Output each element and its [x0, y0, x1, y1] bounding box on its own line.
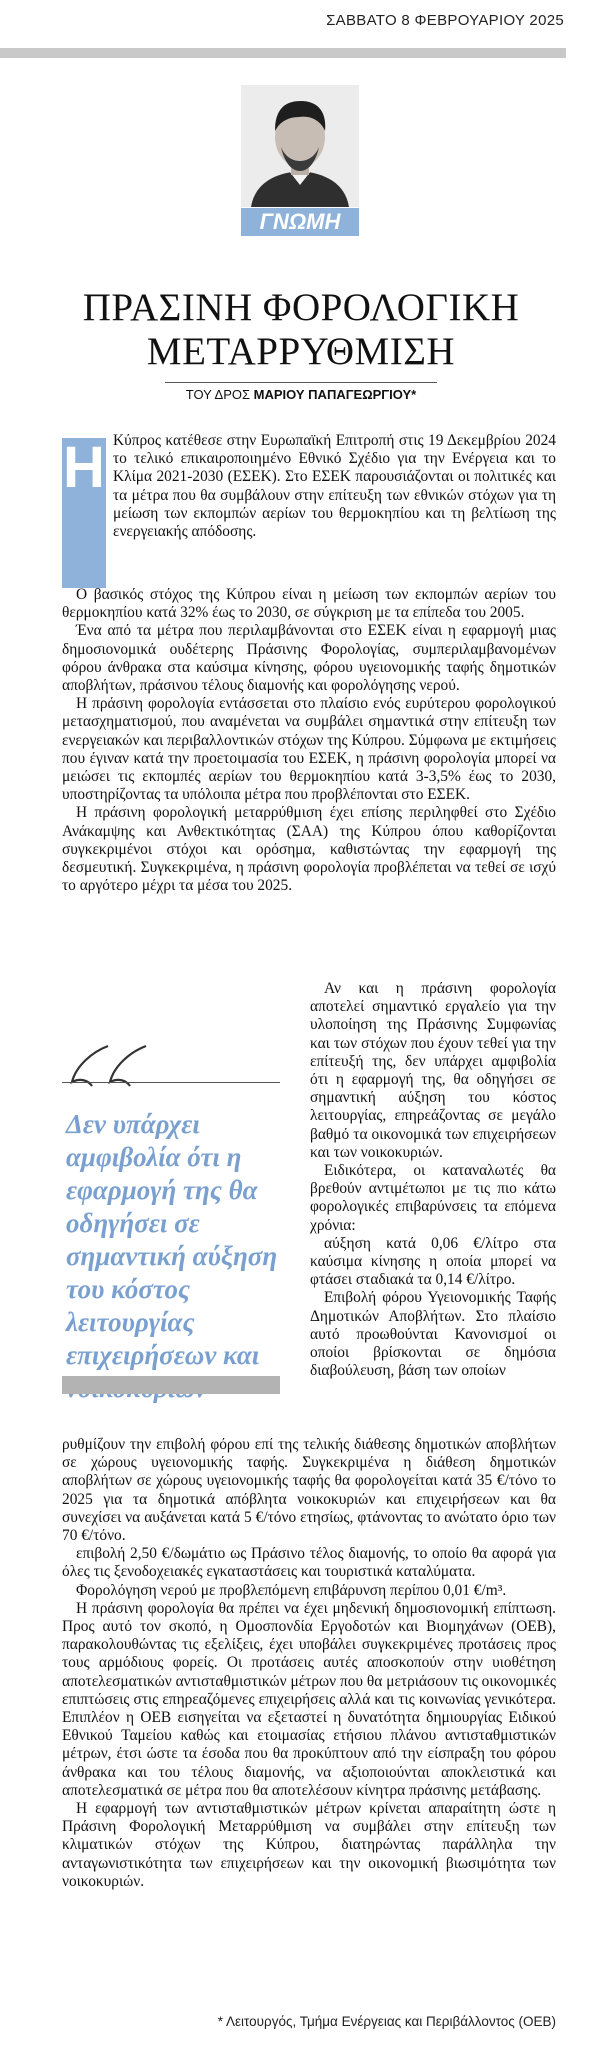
body-column-lower [62, 1436, 556, 1891]
body-paragraph: Η εφαρμογή των αντισταθμιστικών μέτρων κρίνεται απαραίτητη ώστε η Πράσινη Φορολογική Μεταρρύθμιση να συμβάλει στην επίτευξη των κλιματικών στόχων της Κύπρου, διατηρώντας παράλληλα την ανταγωνιστικότητα των επιχειρήσεων και την οικονομική βιωσιμότητα των νοικοκυριών. [62, 1800, 556, 1890]
body-paragraph: Φορολόγηση νερού με προβλεπόμενη επιβάρυνση περίπου 0,01 €/m³. [76, 1581, 507, 1599]
author-portrait-icon [241, 85, 359, 207]
byline-prefix: ΤΟΥ ΔΡΟΣ [185, 387, 251, 402]
body-paragraph: Ο βασικός στόχος της Κύπρου είναι η μείωση των εκπομπών αερίων του θερμοκηπίου κατά 32% έως το 2030, σε σύγκριση με τα επίπεδα του 2005. [62, 586, 556, 622]
drop-cap: Η [62, 438, 106, 588]
issue-date: ΣΑΒΒΑΤΟ 8 ΦΕΒΡΟΥΑΡΙΟΥ 2025 [326, 12, 564, 29]
pull-quote: Δεν υπάρχει αμφιβολία ότι η εφαρμογή της θα οδηγήσει σε σημαντική αύξηση του κόστος λειτουργίας επιχειρήσεων και [66, 1109, 278, 1370]
intro-column [113, 432, 556, 541]
body-paragraph: Η πράσινη φορολογική μεταρρύθμιση έχει επίσης περιληφθεί στο Σχέδιο Ανάκαμψης και Ανθεκτικότητας (ΣΑΑ) της Κύπρου όπου καθορίζονται συγκεκριμένοι στόχοι και ορόσημα, καθιστώντας την εφαρμογή της δεσμευτική. Συγκεκριμένα, η πράσινη φορολογία προβλέπεται να τεθεί σε ισχύ το αργότερο μέχρι τα μέσα του 2025. [62, 804, 556, 895]
body-paragraph: επιβολή 2,50 €/δωμάτιο ως Πράσινο τέλος διαμονής, το οποίο θα αφορά για όλες τις ξενοδοχειακές εγκαταστάσεις και τουριστικά καταλύματα. [62, 1545, 556, 1581]
quote-divider [62, 1082, 280, 1083]
body-column-right [310, 980, 556, 1380]
body-paragraph: αύξηση κατά 0,06 €/λίτρο στα καύσιμα κίνησης η οποία μπορεί να φτάσει σταδιακά τα 0,14 €/λίτρο. [310, 1234, 556, 1289]
body-paragraph: Η πράσινη φορολογία εντάσσεται στο πλαίσιο ενός ευρύτερου φορολογικού μετασχηματισμού, που αναμένεται να συμβάλει σημαντικά στην επίτευξη των ενεργειακών και περιβαλλοντικών στόχων της Κύπρου. Σύμφωνα με εκτιμήσεις που έγιναν κατά την προετοιμασία του ΕΣΕΚ, η πράσινη φορολογία μπορεί να μειώσει τις εκπομπές αερίων του θερμοκηπίου κατά 3-3,5% έως το 2030, υποστηρίζοντας τα υπόλοιπα μέτρα που προβλέπονται στο ΕΣΕΚ. [62, 695, 556, 804]
article-title [0, 286, 602, 374]
author-photo [241, 85, 359, 207]
body-paragraph: Ειδικότερα, οι καταναλωτές θα βρεθούν αντιμέτωποι με τις πιο κάτω φορολογικές επιβαρύνσεις τα επόμενα χρόνια: [310, 1162, 556, 1234]
body-paragraph: Η πράσινη φορολογία θα πρέπει να έχει μηδενική δημοσιονομική επίπτωση. Προς αυτό τον σκοπό, η Ομοσπονδία Εργοδοτών και Βιομηχάνων (ΟΕΒ), παρακολουθώντας τις εξελίξεις, έχει υποβάλει συγκεκριμένες προτάσεις προς τους αρμόδιους φορείς. Οι προτάσεις αυτές αποσκοπούν στην υιοθέτηση αποτελεσματικών αντισταθμιστικών μέτρων που θα μετριάσουν τις οικονομικές επιπτώσεις στις επηρεαζόμενες επιχειρήσεις αλλά και τις κοινωνίας γενικότερα. Επιπλέον η ΟΕΒ εισηγείται να εξεταστεί η δυνατότητα δημιουργίας Ειδικού Εθνικού Ταμείου καθώς και ετοιμασίας ετήσιου πλάνου αντισταθμιστικών μέτρων, έτσι ώστε τα έσοδα που θα προκύπτουν από την είσπραξη του φόρου άνθρακα και του τέλους διαμονής, να αξιοποιούνται αποκλειστικά και αποτελεσματικά σε μέτρα που θα αποτελέσουν κίνητρα πράσινης μετάβασης. [62, 1599, 556, 1799]
pull-quote-bar [62, 1376, 280, 1394]
body-paragraph: ρυθμίζουν την επιβολή φόρου επί της τελικής διάθεσης δημοτικών αποβλήτων σε χώρους υγειονομικής ταφής. Συγκεκριμένα η διάθεση δημοτικών αποβλήτων σε χώρους υγειονομικής ταφής θα φορολογείται κατά 35 €/τόνο το 2025 για τα δημοτικά απόβλητα νοικοκυριών και επιχειρήσεων και θα συνεχίσει να αυξάνεται κατά 5 €/τόνο ετησίως, φτάνοντας το ανώτατο όριο των 70 €/τόνο. [62, 1436, 556, 1545]
title-line-1: ΠΡΑΣΙΝΗ ΦΟΡΟΛΟΓΙΚΗ [82, 286, 520, 329]
byline-author: ΜΑΡΙΟΥ ΠΑΠΑΓΕΩΡΓΙΟΥ* [253, 387, 417, 402]
section-label: ΓΝΩΜΗ [241, 208, 359, 236]
author-footnote: * Λειτουργός, Τμήμα Ενέργειας και Περιβάλλοντος (ΟΕΒ) [217, 2014, 556, 2029]
title-line-2: ΜΕΤΑΡΡΥΘΜΙΣΗ [146, 330, 456, 373]
intro-paragraph: Κύπρος κατέθεσε στην Ευρωπαϊκή Επιτροπή στις 19 Δεκεμβρίου 2024 το τελικό επικαιροποιημένο Εθνικό Σχέδιο για την Ενέργεια και το Κλίμα 2021-2030 (ΕΣΕΚ). Στο ΕΣΕΚ παρουσιάζονται οι πολιτικές και τα μέτρα που θα συμβάλουν στην επίτευξη των εθνικών στόχων για τη μείωση των εκπομπών αερίων του θερμοκηπίου και τη βελτίωση της ενεργειακής απόδοσης. [113, 432, 556, 541]
body-paragraph: Επιβολή φόρου Υγειονομικής Ταφής Δημοτικών Αποβλήτων. Στο πλαίσιο αυτό προωθούνται Κανονισμοί οι οποίοι βρίσκονται σε δημόσια διαβούλευση, βάση των οποίων [310, 1289, 556, 1380]
body-column-upper [62, 586, 556, 895]
quote-mark-icon [62, 1040, 280, 1098]
body-paragraph: Ένα από τα μέτρα που περιλαμβάνονται στο ΕΣΕΚ είναι η εφαρμογή μιας δημοσιονομικά ουδέτερης Πράσινης Φορολογίας, συμπεριλαμβανομένων φόρου άνθρακα στα καύσιμα κίνησης, φόρου υγειονομικής ταφής δημοτικών αποβλήτων, πράσινου τέλους διαμονής και φορολόγησης νερού. [62, 622, 556, 695]
header-rule [0, 48, 566, 58]
byline [165, 382, 437, 402]
body-paragraph: Αν και η πράσινη φορολογία αποτελεί σημαντικό εργαλείο για την υλοποίηση της Πράσινης Συμφωνίας και των στόχων που έχουν τεθεί για την επίτευξή της, δεν υπάρχει αμφιβολία ότι η εφαρμογή της, θα οδηγήσει σε σημαντική αύξηση του κόστος λειτουργίας, επηρεάζοντας σε μεγάλο βαθμό τα οικονομικά των επιχειρήσεων και των νοικοκυριών. [310, 980, 556, 1161]
